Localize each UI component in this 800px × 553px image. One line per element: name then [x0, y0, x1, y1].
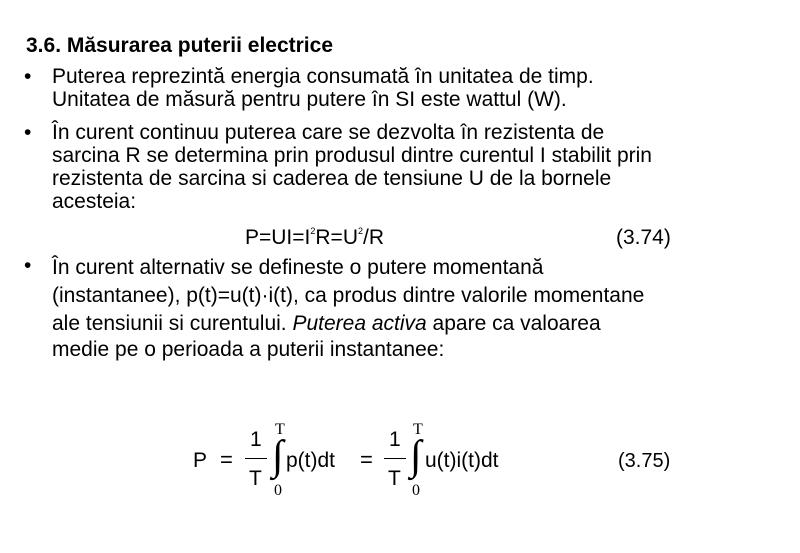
fraction-numerator: 1 [389, 428, 401, 451]
text-span: apare ca valoarea [426, 312, 601, 335]
page-title: 3.6. Măsurarea puterii electrice [26, 34, 333, 57]
eq-text: P=UI=I [245, 226, 311, 249]
eq-equals: = [360, 447, 373, 472]
text-line [52, 310, 782, 338]
eq-text: /R [363, 226, 385, 249]
bullet-paragraph-3 [52, 254, 782, 361]
text-line: Puterea reprezintă energia consumată în unitatea de timp. [52, 65, 594, 88]
text-line: acesteia: [52, 190, 137, 213]
fraction-bar [245, 458, 267, 459]
bullet-paragraph-2 [52, 121, 782, 213]
text-line: În curent continuu puterea care se dezvolta în rezistenta de [52, 121, 605, 144]
equation-3-74 [245, 226, 384, 250]
equation-number: (3.75) [618, 450, 671, 472]
bullet-marker: • [24, 65, 32, 88]
eq-text: R=U [315, 226, 358, 249]
integral-lower-limit: 0 [274, 482, 282, 499]
integral-lower-limit: 0 [412, 482, 420, 499]
equation-number: (3.74) [616, 226, 671, 249]
bullet-marker: • [24, 254, 32, 277]
fraction-bar [384, 458, 406, 459]
text-line: sarcina R se determina prin produsul dintre curentul I stabilit prin [52, 144, 652, 167]
fraction-denominator: T [249, 467, 262, 490]
integrand: p(t)dt [286, 449, 336, 472]
text-line: Unitatea de măsură pentru putere în SI este wattul (W). [52, 88, 567, 111]
integrand: u(t)i(t)dt [425, 449, 499, 472]
eq-superscript: 2 [310, 226, 316, 236]
fraction-numerator: 1 [250, 428, 262, 451]
bullet-paragraph-1 [52, 65, 782, 111]
eq-equals: = [220, 447, 233, 472]
text-line: rezistenta de sarcina si caderea de tensiune U de la bornele [52, 167, 612, 190]
integral-upper-limit: T [275, 421, 285, 438]
eq-superscript: 2 [358, 226, 364, 236]
text-line: În curent alternativ se defineste o putere momentană [52, 256, 544, 279]
eq-lhs: P [193, 449, 208, 472]
integral-upper-limit: T [413, 421, 423, 438]
integral-sign: ∫ [272, 433, 284, 479]
emphasis-text: Puterea activa [292, 312, 427, 335]
integral-sign: ∫ [410, 433, 422, 479]
bullet-marker: • [24, 121, 32, 144]
text-line: (instantanee), p(t)=u(t)·i(t), ca produs dintre valorile momentane [52, 284, 645, 307]
text-line: medie pe o perioada a puterii instantanee: [52, 338, 445, 361]
fraction-denominator: T [388, 467, 401, 490]
text-span: ale tensiunii si curentului. [52, 312, 293, 335]
